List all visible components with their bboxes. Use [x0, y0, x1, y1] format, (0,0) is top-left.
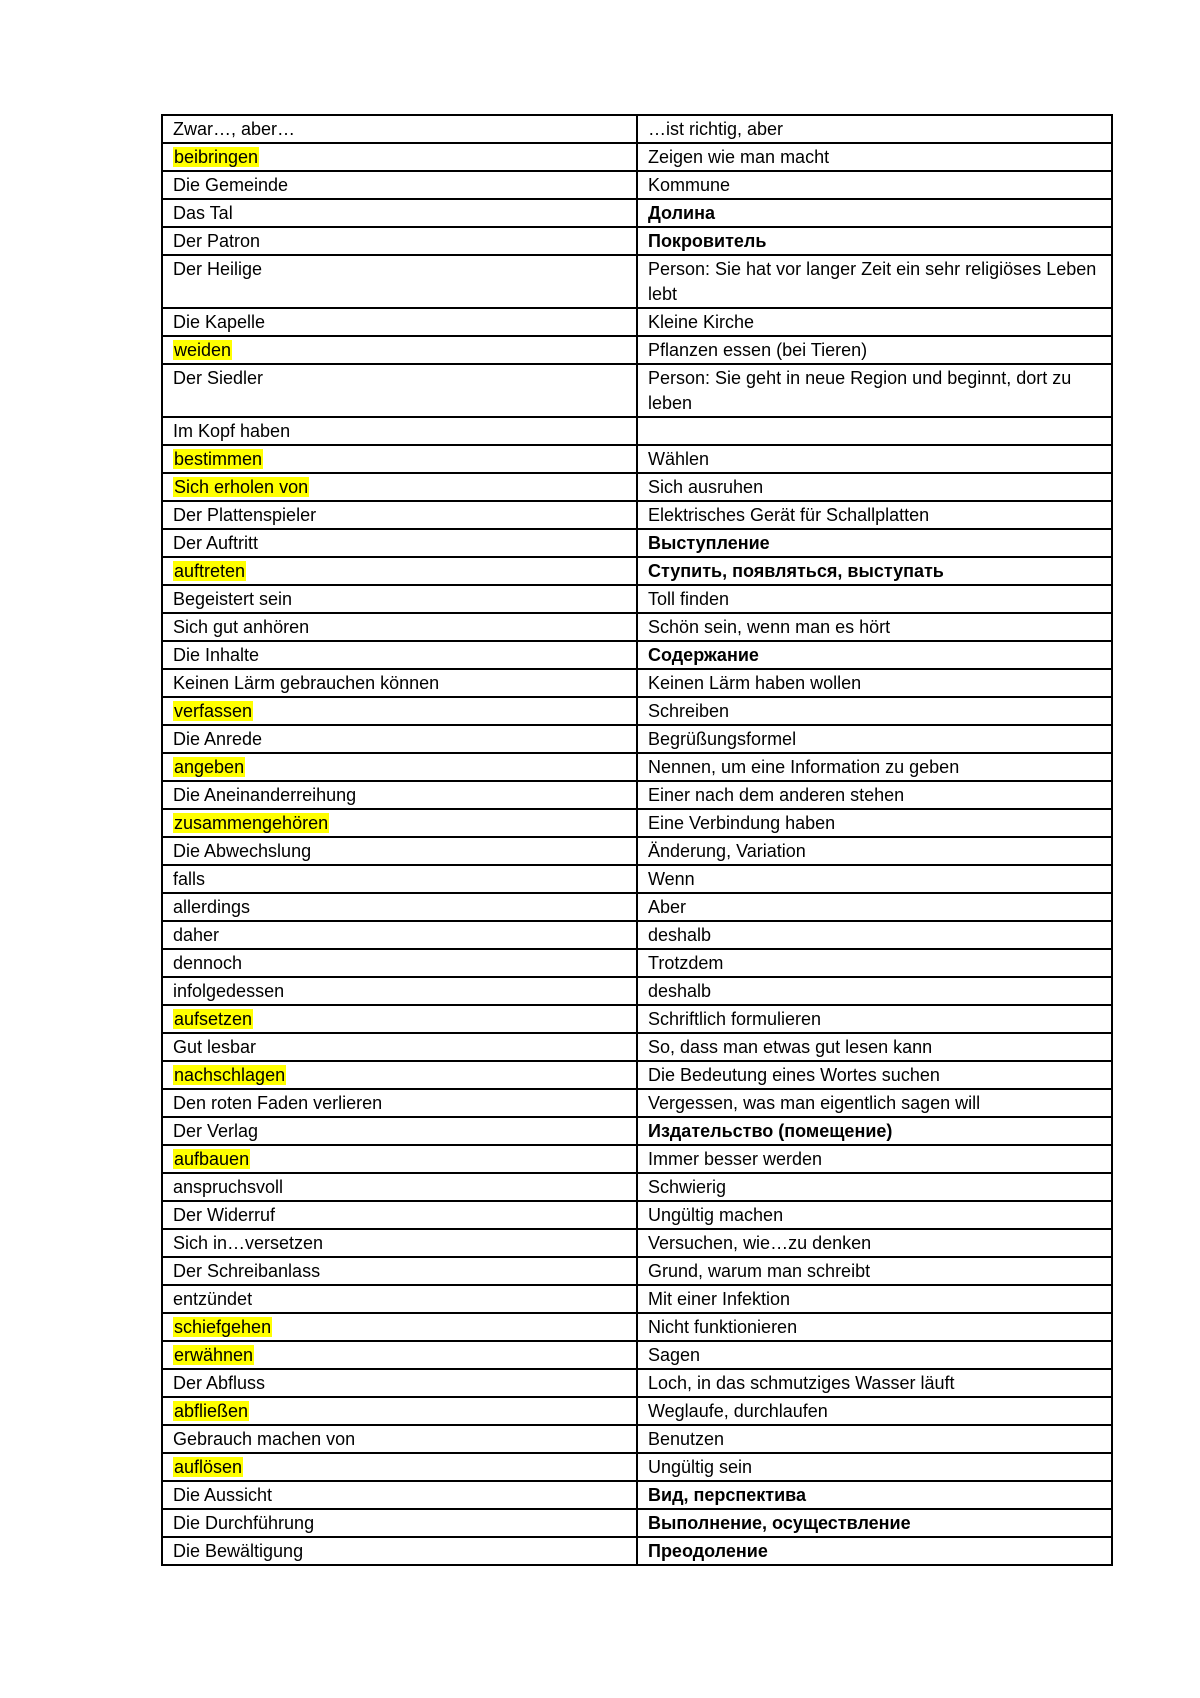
term-cell	[162, 501, 637, 529]
table-row	[162, 893, 1112, 921]
table-row	[162, 1257, 1112, 1285]
table-row	[162, 613, 1112, 641]
term-cell	[162, 417, 637, 445]
term-cell	[162, 199, 637, 227]
definition-cell	[637, 143, 1112, 171]
term-cell	[162, 977, 637, 1005]
highlighted-term: verfassen	[174, 701, 253, 721]
term-text: Die Gemeinde	[173, 175, 289, 195]
table-row	[162, 227, 1112, 255]
definition-cell	[637, 641, 1112, 669]
term-text: Der Schreibanlass	[173, 1261, 321, 1281]
definition-text: deshalb	[648, 925, 712, 945]
definition-text: Versuchen, wie…zu denken	[648, 1233, 872, 1253]
term-text: Sich gut anhören	[173, 617, 310, 637]
table-row	[162, 697, 1112, 725]
table-row	[162, 1509, 1112, 1537]
term-cell	[162, 1397, 637, 1425]
definition-text: Sagen	[648, 1345, 701, 1365]
definition-cell	[637, 781, 1112, 809]
definition-cell	[637, 1397, 1112, 1425]
definition-cell	[637, 1369, 1112, 1397]
definition-text: Zeigen wie man macht	[648, 147, 830, 167]
definition-text: Eine Verbindung haben	[648, 813, 836, 833]
highlighted-term: zusammengehören	[174, 813, 329, 833]
term-cell	[162, 641, 637, 669]
table-row	[162, 837, 1112, 865]
definition-text: Kommune	[648, 175, 731, 195]
term-cell	[162, 893, 637, 921]
table-row	[162, 529, 1112, 557]
definition-cell	[637, 171, 1112, 199]
definition-cell	[637, 613, 1112, 641]
definition-cell	[637, 669, 1112, 697]
term-cell	[162, 143, 637, 171]
table-row	[162, 1145, 1112, 1173]
definition-cell	[637, 1537, 1112, 1565]
definition-text: Долина	[648, 203, 715, 223]
term-cell	[162, 1061, 637, 1089]
definition-text: Elektrisches Gerät für Schallplatten	[648, 505, 930, 525]
definition-text: Wenn	[648, 869, 695, 889]
term-cell	[162, 308, 637, 336]
highlighted-term: abfließen	[174, 1401, 249, 1421]
table-row	[162, 949, 1112, 977]
definition-cell	[637, 529, 1112, 557]
definition-text: Immer besser werden	[648, 1149, 823, 1169]
definition-text: Aber	[648, 897, 687, 917]
term-cell	[162, 1369, 637, 1397]
definition-cell	[637, 501, 1112, 529]
highlighted-term: erwähnen	[174, 1345, 254, 1365]
definition-cell	[637, 336, 1112, 364]
term-text: Gut lesbar	[173, 1037, 257, 1057]
table-row	[162, 1285, 1112, 1313]
table-row	[162, 115, 1112, 143]
definition-text: Schwierig	[648, 1177, 727, 1197]
term-cell	[162, 921, 637, 949]
definition-cell	[637, 1509, 1112, 1537]
definition-text: Weglaufe, durchlaufen	[648, 1401, 828, 1421]
table-row	[162, 417, 1112, 445]
term-text: Der Verlag	[173, 1121, 259, 1141]
table-row	[162, 308, 1112, 336]
term-text: Gebrauch machen von	[173, 1429, 356, 1449]
term-cell	[162, 1117, 637, 1145]
definition-text: Vergessen, was man eigentlich sagen will	[648, 1093, 981, 1113]
term-text: Die Abwechslung	[173, 841, 312, 861]
term-cell	[162, 949, 637, 977]
term-cell	[162, 115, 637, 143]
definition-text: Person: Sie hat vor langer Zeit ein sehr religiöses Leben lebt	[648, 259, 1097, 304]
definition-text: Mit einer Infektion	[648, 1289, 791, 1309]
term-text: infolgedessen	[173, 981, 285, 1001]
table-row	[162, 1313, 1112, 1341]
term-cell	[162, 336, 637, 364]
table-row	[162, 809, 1112, 837]
definition-cell	[637, 115, 1112, 143]
definition-text: So, dass man etwas gut lesen kann	[648, 1037, 933, 1057]
term-cell	[162, 1313, 637, 1341]
term-cell	[162, 473, 637, 501]
highlighted-term: beibringen	[174, 147, 259, 167]
term-text: daher	[173, 925, 220, 945]
term-cell	[162, 1145, 637, 1173]
term-cell	[162, 1005, 637, 1033]
definition-cell	[637, 753, 1112, 781]
term-cell	[162, 1173, 637, 1201]
table-row	[162, 865, 1112, 893]
table-row	[162, 1397, 1112, 1425]
table-row	[162, 336, 1112, 364]
term-text: Im Kopf haben	[173, 421, 291, 441]
term-cell	[162, 1509, 637, 1537]
definition-cell	[637, 1229, 1112, 1257]
definition-cell	[637, 364, 1112, 417]
definition-cell	[637, 725, 1112, 753]
definition-cell	[637, 1173, 1112, 1201]
term-cell	[162, 529, 637, 557]
term-text: entzündet	[173, 1289, 253, 1309]
table-row	[162, 1089, 1112, 1117]
definition-cell	[637, 585, 1112, 613]
term-text: Der Auftritt	[173, 533, 259, 553]
term-text: Der Widerruf	[173, 1205, 276, 1225]
term-cell	[162, 171, 637, 199]
definition-cell	[637, 1145, 1112, 1173]
table-row	[162, 1117, 1112, 1145]
term-text: Keinen Lärm gebrauchen können	[173, 673, 440, 693]
table-row	[162, 1425, 1112, 1453]
term-text: Der Plattenspieler	[173, 505, 317, 525]
definition-text: Kleine Kirche	[648, 312, 755, 332]
definition-text: Sich ausruhen	[648, 477, 764, 497]
term-text: Den roten Faden verlieren	[173, 1093, 383, 1113]
definition-cell	[637, 1005, 1112, 1033]
table-row	[162, 445, 1112, 473]
term-cell	[162, 697, 637, 725]
definition-cell	[637, 1425, 1112, 1453]
table-row	[162, 585, 1112, 613]
highlighted-term: Sich erholen von	[174, 477, 309, 497]
term-cell	[162, 1537, 637, 1565]
term-text: Die Aneinanderreihung	[173, 785, 357, 805]
highlighted-term: auftreten	[174, 561, 246, 581]
table-row	[162, 557, 1112, 585]
table-row	[162, 921, 1112, 949]
term-text: falls	[173, 869, 206, 889]
term-cell	[162, 781, 637, 809]
term-cell	[162, 1257, 637, 1285]
highlighted-term: auflösen	[174, 1457, 243, 1477]
definition-text: Die Bedeutung eines Wortes suchen	[648, 1065, 940, 1085]
term-text: allerdings	[173, 897, 251, 917]
table-row	[162, 1061, 1112, 1089]
term-cell	[162, 557, 637, 585]
definition-cell	[637, 1061, 1112, 1089]
term-text: Der Patron	[173, 231, 261, 251]
definition-text: Вид, перспектива	[648, 1485, 806, 1505]
table-row	[162, 1453, 1112, 1481]
term-text: Zwar…, aber…	[173, 119, 296, 139]
term-cell	[162, 1229, 637, 1257]
term-text: dennoch	[173, 953, 243, 973]
term-text: Die Inhalte	[173, 645, 260, 665]
term-text: Begeistert sein	[173, 589, 293, 609]
definition-cell	[637, 1453, 1112, 1481]
table-row	[162, 1033, 1112, 1061]
term-cell	[162, 669, 637, 697]
definition-text: Keinen Lärm haben wollen	[648, 673, 862, 693]
table-row	[162, 473, 1112, 501]
definition-text: Grund, warum man schreibt	[648, 1261, 871, 1281]
table-row	[162, 255, 1112, 308]
term-cell	[162, 753, 637, 781]
highlighted-term: aufbauen	[174, 1149, 250, 1169]
term-text: Der Heilige	[173, 259, 263, 279]
definition-cell	[637, 837, 1112, 865]
term-cell	[162, 364, 637, 417]
table-row	[162, 725, 1112, 753]
definition-text: Ungültig machen	[648, 1205, 784, 1225]
table-row	[162, 1481, 1112, 1509]
table-row	[162, 171, 1112, 199]
definition-text: Wählen	[648, 449, 710, 469]
definition-text: Benutzen	[648, 1429, 725, 1449]
term-cell	[162, 837, 637, 865]
term-cell	[162, 1285, 637, 1313]
definition-cell	[637, 1117, 1112, 1145]
term-cell	[162, 1089, 637, 1117]
definition-cell	[637, 1481, 1112, 1509]
definition-cell	[637, 557, 1112, 585]
definition-cell	[637, 1341, 1112, 1369]
term-text: Der Siedler	[173, 368, 264, 388]
term-cell	[162, 1425, 637, 1453]
definition-cell	[637, 865, 1112, 893]
table-row	[162, 781, 1112, 809]
term-text: Sich in…versetzen	[173, 1233, 324, 1253]
definition-text: Nennen, um eine Information zu geben	[648, 757, 960, 777]
term-cell	[162, 613, 637, 641]
definition-text: Покровитель	[648, 231, 767, 251]
table-row	[162, 1341, 1112, 1369]
definition-cell	[637, 809, 1112, 837]
table-row	[162, 1173, 1112, 1201]
definition-cell	[637, 1201, 1112, 1229]
highlighted-term: schiefgehen	[174, 1317, 272, 1337]
definition-text: Выступление	[648, 533, 770, 553]
definition-text: Выполнение, осуществление	[648, 1513, 911, 1533]
table-row	[162, 364, 1112, 417]
term-text: Der Abfluss	[173, 1373, 266, 1393]
table-row	[162, 669, 1112, 697]
definition-text: Änderung, Variation	[648, 841, 806, 861]
definition-text: Schön sein, wenn man es hört	[648, 617, 891, 637]
table-row	[162, 1369, 1112, 1397]
definition-cell	[637, 1285, 1112, 1313]
table-row	[162, 1201, 1112, 1229]
definition-cell	[637, 199, 1112, 227]
term-text: Die Kapelle	[173, 312, 266, 332]
term-cell	[162, 227, 637, 255]
definition-cell	[637, 1033, 1112, 1061]
definition-cell	[637, 227, 1112, 255]
table-row	[162, 641, 1112, 669]
definition-cell	[637, 1257, 1112, 1285]
table-row	[162, 1229, 1112, 1257]
term-cell	[162, 725, 637, 753]
term-cell	[162, 1481, 637, 1509]
definition-cell	[637, 417, 1112, 445]
definition-text: Begrüßungsformel	[648, 729, 797, 749]
table-row	[162, 1005, 1112, 1033]
definition-cell	[637, 255, 1112, 308]
table-row	[162, 753, 1112, 781]
definition-cell	[637, 921, 1112, 949]
definition-text: Schreiben	[648, 701, 730, 721]
definition-text: Trotzdem	[648, 953, 724, 973]
term-text: Das Tal	[173, 203, 233, 223]
vocabulary-table-body	[162, 115, 1112, 1565]
definition-cell	[637, 445, 1112, 473]
term-cell	[162, 1341, 637, 1369]
table-row	[162, 977, 1112, 1005]
definition-cell	[637, 308, 1112, 336]
highlighted-term: angeben	[174, 757, 245, 777]
definition-text: Nicht funktionieren	[648, 1317, 798, 1337]
term-cell	[162, 445, 637, 473]
table-row	[162, 1537, 1112, 1565]
definition-text: Pflanzen essen (bei Tieren)	[648, 340, 868, 360]
table-row	[162, 199, 1112, 227]
definition-text: Loch, in das schmutziges Wasser läuft	[648, 1373, 955, 1393]
definition-text: Преодоление	[648, 1541, 768, 1561]
term-text: Die Aussicht	[173, 1485, 273, 1505]
term-text: Die Bewältigung	[173, 1541, 304, 1561]
definition-cell	[637, 1089, 1112, 1117]
term-cell	[162, 255, 637, 308]
term-cell	[162, 1201, 637, 1229]
term-cell	[162, 1453, 637, 1481]
vocabulary-table	[161, 114, 1113, 1566]
definition-text: …ist richtig, aber	[648, 119, 784, 139]
definition-cell	[637, 977, 1112, 1005]
definition-text: Einer nach dem anderen stehen	[648, 785, 905, 805]
definition-text: Person: Sie geht in neue Region und beginnt, dort zu leben	[648, 368, 1072, 413]
definition-text: Toll finden	[648, 589, 730, 609]
definition-text: Schriftlich formulieren	[648, 1009, 822, 1029]
term-cell	[162, 809, 637, 837]
definition-text: Издательство (помещение)	[648, 1121, 893, 1141]
highlighted-term: bestimmen	[174, 449, 263, 469]
table-row	[162, 501, 1112, 529]
term-cell	[162, 585, 637, 613]
term-text: anspruchsvoll	[173, 1177, 284, 1197]
table-row	[162, 143, 1112, 171]
definition-text: Ступить, появляться, выступать	[648, 561, 944, 581]
definition-cell	[637, 1313, 1112, 1341]
highlighted-term: nachschlagen	[174, 1065, 286, 1085]
definition-text: deshalb	[648, 981, 712, 1001]
definition-cell	[637, 949, 1112, 977]
highlighted-term: weiden	[174, 340, 232, 360]
highlighted-term: aufsetzen	[174, 1009, 253, 1029]
definition-cell	[637, 697, 1112, 725]
term-cell	[162, 865, 637, 893]
definition-text: Содержание	[648, 645, 759, 665]
definition-text: Ungültig sein	[648, 1457, 753, 1477]
definition-cell	[637, 473, 1112, 501]
definition-cell	[637, 893, 1112, 921]
term-cell	[162, 1033, 637, 1061]
term-text: Die Anrede	[173, 729, 263, 749]
term-text: Die Durchführung	[173, 1513, 315, 1533]
